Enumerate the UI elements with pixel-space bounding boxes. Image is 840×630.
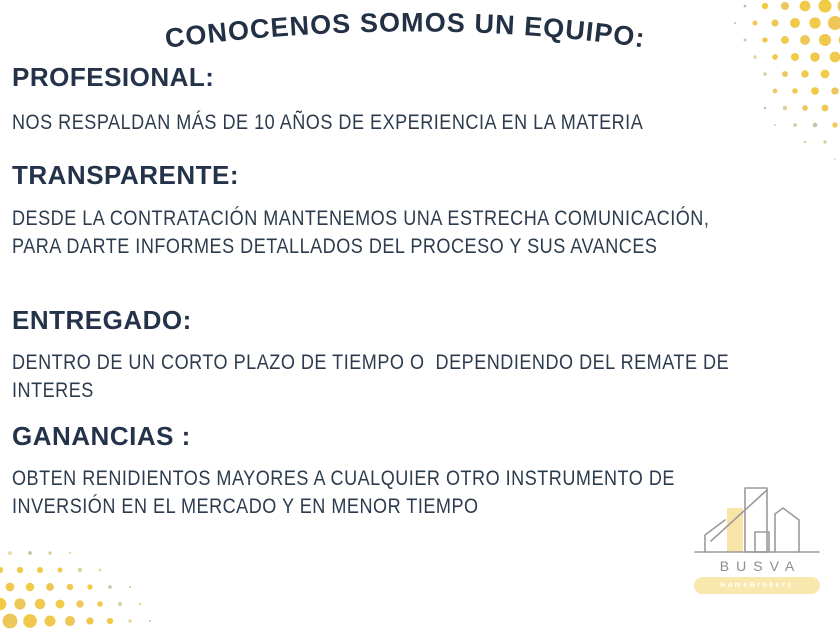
page-title-arc [0, 0, 840, 60]
house-icon [691, 478, 823, 556]
body-profesional [12, 108, 643, 136]
body-line: DENTRO DE UN CORTO PLAZO DE TIEMPO O DEPENDIENDO DEL REMATE DE [12, 350, 730, 374]
body-line: OBTEN RENIDIENTOS MAYORES A CUALQUIER OTRO INSTRUMENTO DE [12, 466, 675, 490]
body-ganancias [12, 464, 675, 520]
heading-ganancias: GANANCIAS : [12, 421, 191, 451]
body-line: NOS RESPALDAN MÁS DE 10 AÑOS DE EXPERIENCIA EN LA MATERIA [12, 110, 644, 134]
logo-tagline-pill: HomeBrokers [694, 577, 820, 594]
page-title-text: CONOCENOS SOMOS UN EQUIPO: [163, 7, 648, 54]
body-line: DESDE LA CONTRATACIÓN MANTENEMOS UNA ESTRECHA COMUNICACIÓN, [12, 206, 710, 230]
dots-pattern-bottom-left [0, 530, 160, 630]
busva-logo [690, 478, 824, 594]
body-line: INVERSIÓN EN EL MERCADO Y EN MENOR TIEMPO [12, 494, 479, 518]
heading-profesional: PROFESIONAL: [12, 62, 215, 92]
heading-transparente: TRANSPARENTE: [12, 160, 240, 190]
body-entregado [12, 348, 729, 404]
body-line: PARA DARTE INFORMES DETALLADOS DEL PROCESO Y SUS AVANCES [12, 234, 658, 258]
heading-entregado: ENTREGADO: [12, 305, 192, 335]
page-title [163, 7, 647, 53]
body-transparente [12, 204, 709, 260]
logo-wordmark: BUSVA [719, 558, 802, 574]
body-line: INTERES [12, 378, 94, 402]
